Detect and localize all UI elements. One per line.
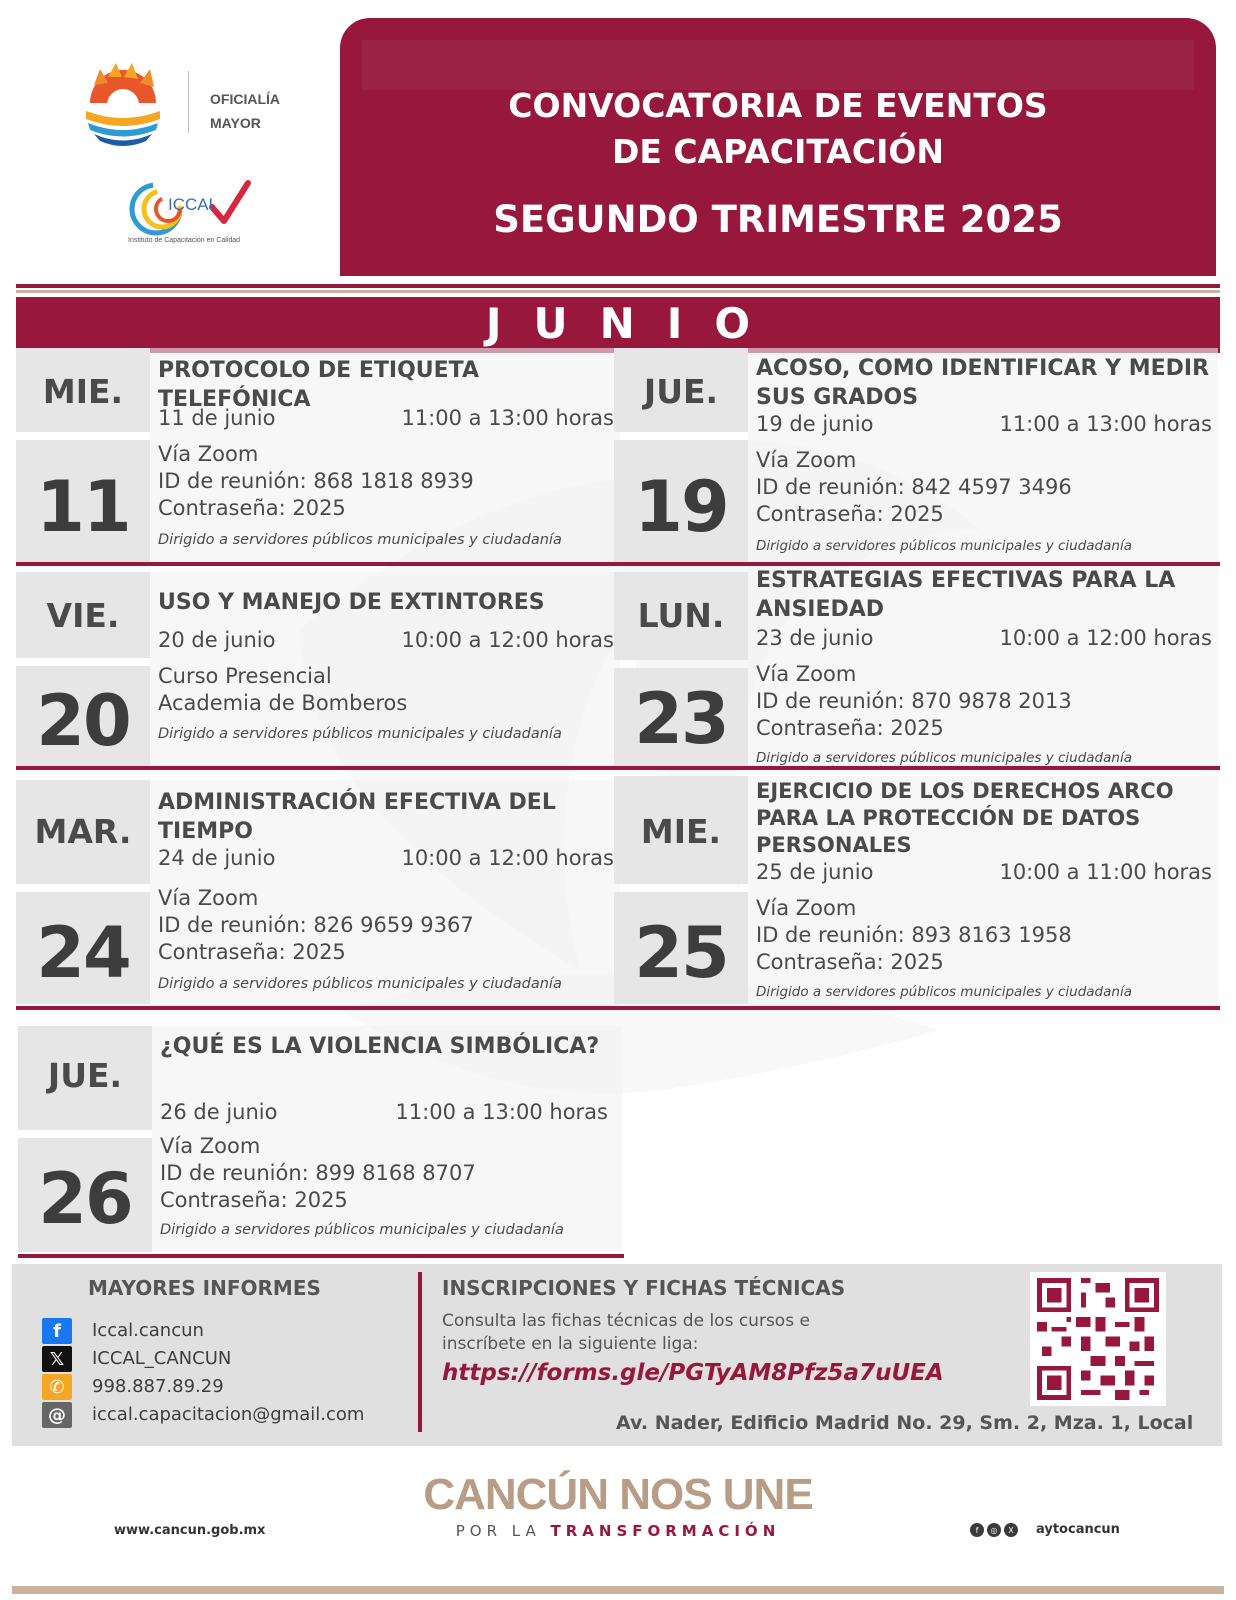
event-weekday: JUE.: [47, 1056, 123, 1095]
event-password: Contraseña: 2025: [756, 950, 944, 974]
event-underline: [16, 766, 622, 770]
address: Av. Nader, Edificio Madrid No. 29, Sm. 2, Mza. 1, Local: [616, 1412, 1194, 1434]
contact-email[interactable]: [42, 1402, 422, 1430]
event-title: ¿QUÉ ES LA VIOLENCIA SIMBÓLICA?: [160, 1034, 600, 1059]
event-audience: Dirigido a servidores públicos municipales y ciudadanía: [158, 532, 562, 548]
event-meeting-id: ID de reunión: 826 9659 9367: [158, 913, 474, 937]
logos: [70, 55, 340, 255]
title-top-strip: [362, 40, 1194, 90]
event-card: [16, 780, 622, 1000]
cancun-sun-logo-icon: [80, 63, 166, 149]
header: [0, 0, 1236, 282]
event-day-number: 11: [36, 466, 130, 548]
event-line1: Vía Zoom: [158, 442, 259, 466]
event-card: [16, 348, 622, 568]
event-underline: [16, 562, 622, 566]
registration-title: INSCRIPCIONES Y FICHAS TÉCNICAS: [442, 1276, 846, 1300]
email-icon: @: [42, 1402, 72, 1428]
event-time: 10:00 a 12:00 horas: [999, 626, 1212, 650]
event-meeting-id: ID de reunión: 899 8168 8707: [160, 1161, 476, 1185]
event-underline: [18, 1254, 624, 1258]
x-icon: 𝕏: [42, 1346, 72, 1372]
iccal-name: ICCAL: [168, 195, 219, 214]
event-underline: [614, 1006, 1220, 1010]
contact-phone-text: 998.887.89.29: [92, 1376, 224, 1397]
event-date: 20 de junio: [158, 628, 276, 652]
bottom-bar: [12, 1586, 1224, 1594]
x-icon[interactable]: X: [1004, 1523, 1018, 1537]
event-card: [16, 572, 622, 792]
event-time: 10:00 a 11:00 horas: [999, 860, 1212, 884]
oficialia-mayor-label: [210, 87, 280, 135]
event-date: 23 de junio: [756, 626, 874, 650]
contact-facebook[interactable]: [42, 1318, 422, 1346]
office-line2: MAYOR: [210, 115, 261, 131]
event-card: [614, 776, 1220, 1000]
event-meeting-id: ID de reunión: 868 1818 8939: [158, 469, 474, 493]
event-day-number: 19: [634, 466, 728, 548]
event-day-number: 23: [634, 678, 728, 760]
title-box: [340, 18, 1216, 276]
event-line1: Vía Zoom: [160, 1134, 261, 1158]
website-link[interactable]: www.cancun.gob.mx: [114, 1523, 266, 1538]
iccal-subtitle: Instituto de Capacitación en Calidad: [128, 237, 241, 244]
event-weekday: JUE.: [643, 372, 719, 411]
event-audience: Dirigido a servidores públicos municipales y ciudadanía: [158, 726, 562, 742]
event-card: [18, 1026, 624, 1246]
event-day-number: 24: [36, 912, 130, 994]
slogan: CANCÚN NOS UNE: [423, 1470, 813, 1519]
event-title: EJERCICIO DE LOS DERECHOS ARCO PARA LA PROTECCIÓN DE DATOS PERSONALES: [756, 779, 1174, 857]
event-line1: Vía Zoom: [756, 448, 857, 472]
event-day-number: 25: [634, 912, 728, 994]
event-audience: Dirigido a servidores públicos municipales y ciudadanía: [756, 984, 1132, 1000]
info-band: [12, 1264, 1222, 1446]
event-date: 11 de junio: [158, 406, 276, 430]
qr-code-icon: [1036, 1278, 1160, 1400]
event-location: Academia de Bomberos: [158, 691, 408, 715]
event-audience: Dirigido a servidores públicos municipales y ciudadanía: [158, 976, 562, 992]
event-line1: Curso Presencial: [158, 664, 332, 688]
registration-link[interactable]: https://forms.gle/PGTyAM8Pfz5a7uUEA: [442, 1360, 944, 1386]
slogan-subtitle: [406, 1522, 830, 1540]
event-weekday: MIE.: [42, 372, 124, 411]
event-meeting-id: ID de reunión: 870 9878 2013: [756, 689, 1072, 713]
event-title: PROTOCOLO DE ETIQUETA TELEFÓNICA: [158, 358, 480, 412]
facebook-icon: f: [42, 1318, 72, 1344]
event-title: ACOSO, COMO IDENTIFICAR Y MEDIR SUS GRADOS: [756, 356, 1210, 410]
contact-email-text: iccal.capacitacion@gmail.com: [92, 1404, 365, 1425]
event-password: Contraseña: 2025: [160, 1188, 348, 1212]
event-line1: Vía Zoom: [756, 896, 857, 920]
event-date: 24 de junio: [158, 846, 276, 870]
event-weekday: MAR.: [34, 812, 132, 851]
event-day-number: 26: [38, 1158, 132, 1240]
event-meeting-id: ID de reunión: 893 8163 1958: [756, 923, 1072, 947]
event-title: ADMINISTRACIÓN EFECTIVA DEL TIEMPO: [158, 790, 556, 844]
event-time: 10:00 a 12:00 horas: [401, 846, 614, 870]
event-date: 26 de junio: [160, 1100, 278, 1124]
month-band: [16, 297, 1220, 353]
event-date: 25 de junio: [756, 860, 874, 884]
slogan-sub-a: POR LA: [455, 1522, 551, 1540]
event-audience: Dirigido a servidores públicos municipales y ciudadanía: [756, 750, 1132, 766]
event-audience: Dirigido a servidores públicos municipales y ciudadanía: [160, 1222, 564, 1238]
info-divider: [418, 1272, 422, 1432]
month-label: JUNIO: [485, 299, 783, 348]
event-card: [614, 348, 1220, 568]
event-card: [614, 566, 1220, 786]
contact-x[interactable]: [42, 1346, 422, 1374]
event-password: Contraseña: 2025: [158, 940, 346, 964]
event-meeting-id: ID de reunión: 842 4597 3496: [756, 475, 1072, 499]
event-password: Contraseña: 2025: [158, 496, 346, 520]
event-time: 11:00 a 13:00 horas: [401, 406, 614, 430]
contact-x-text: ICCAL_CANCUN: [92, 1348, 232, 1369]
event-title: USO Y MANEJO DE EXTINTORES: [158, 590, 545, 615]
event-date: 19 de junio: [756, 412, 874, 436]
event-time: 11:00 a 13:00 horas: [999, 412, 1212, 436]
event-password: Contraseña: 2025: [756, 716, 944, 740]
contact-phone[interactable]: [42, 1374, 422, 1402]
title-line2: DE CAPACITACIÓN: [611, 132, 945, 171]
facebook-icon[interactable]: f: [970, 1523, 984, 1537]
contacts-title: MAYORES INFORMES: [88, 1276, 321, 1300]
event-underline: [16, 1006, 622, 1010]
event-audience: Dirigido a servidores públicos municipales y ciudadanía: [756, 538, 1132, 554]
phone-icon: ✆: [42, 1374, 72, 1400]
instagram-icon[interactable]: ◎: [987, 1523, 1001, 1537]
event-line1: Vía Zoom: [756, 662, 857, 686]
event-weekday: MIE.: [640, 812, 722, 851]
title-line1: CONVOCATORIA DE EVENTOS: [508, 86, 1048, 125]
title-line3: SEGUNDO TRIMESTRE 2025: [493, 198, 1063, 241]
registration-description: Consulta las fichas técnicas de los cursos e inscríbete en la siguiente liga:: [442, 1311, 810, 1354]
event-time: 10:00 a 12:00 horas: [401, 628, 614, 652]
contact-facebook-text: Iccal.cancun: [92, 1320, 204, 1341]
event-weekday: VIE.: [46, 596, 120, 635]
event-line1: Vía Zoom: [158, 886, 259, 910]
social-handle[interactable]: aytocancun: [1036, 1522, 1120, 1537]
social-icons: [970, 1523, 1018, 1537]
header-divider: [16, 284, 1220, 288]
office-line1: OFICIALÍA: [210, 91, 280, 107]
qr-code[interactable]: [1030, 1272, 1166, 1406]
event-password: Contraseña: 2025: [756, 502, 944, 526]
event-title: ESTRATEGIAS EFECTIVAS PARA LA ANSIEDAD: [756, 568, 1176, 622]
event-weekday: LUN.: [637, 596, 725, 635]
header-divider-gold: [16, 290, 1220, 293]
event-day-number: 20: [36, 680, 130, 762]
event-underline: [614, 766, 1220, 770]
slogan-sub-b: TRANSFORMACIÓN: [550, 1522, 781, 1540]
event-time: 11:00 a 13:00 horas: [395, 1100, 608, 1124]
logo-divider: [188, 71, 189, 133]
